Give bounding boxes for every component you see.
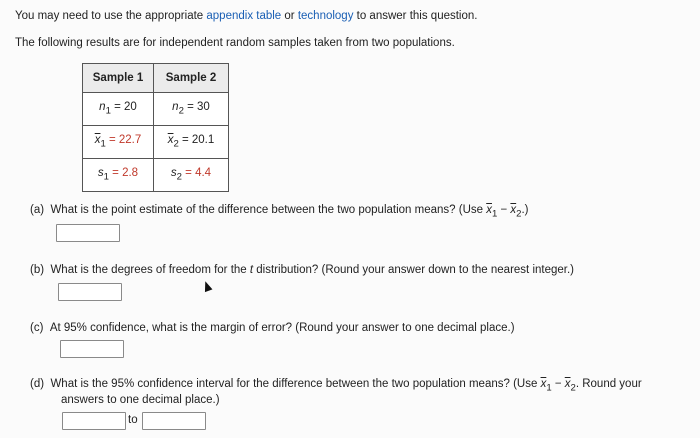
technology-link[interactable]: technology: [297, 10, 354, 22]
answer-d-lower-input[interactable]: [62, 412, 126, 430]
question-d-text: What is the 95% confidence interval for the difference between the two population means? (Use: [50, 378, 541, 390]
question-a: (a) What is the point estimate of the difference between the two population means? (Use $\overline{x}_1 - \overline{x}_2$.): [30, 204, 529, 220]
intro-line-1: [15, 10, 477, 22]
intro-line-2: The following results are for independent random samples taken from two populations.: [15, 37, 455, 49]
intro-text: to answer this question.: [353, 10, 478, 22]
cell-n2: $n_2 = 30$: [154, 93, 229, 126]
header-sample-2: Sample 2: [154, 64, 229, 93]
cell-xbar1: $\overline{x}_1 = 22.7$: [83, 126, 154, 159]
table-row: [83, 93, 229, 126]
table-row: [83, 126, 229, 159]
question-a-label: (a): [30, 204, 45, 216]
question-b: (b) What is the degrees of freedom for the t distribution? (Round your answer down to the nearest integer.): [30, 264, 574, 276]
question-c-text: At 95% confidence, what is the margin of error? (Round your answer to one decimal place.): [49, 322, 515, 334]
answer-d-upper-input[interactable]: [142, 412, 206, 430]
answer-b-input[interactable]: [58, 283, 122, 301]
intro-text: or: [281, 10, 298, 22]
answer-c-input[interactable]: [60, 340, 124, 358]
sample-results-table: [82, 63, 229, 192]
appendix-table-link[interactable]: appendix table: [206, 10, 282, 22]
question-d: (d) What is the 95% confidence interval for the difference between the two population means? (Use $\overline{x}_1 - \overline{x}_2$. Round your: [30, 378, 642, 394]
table-header-row: [83, 64, 229, 93]
question-c: [30, 322, 515, 334]
question-d-line-2: answers to one decimal place.): [61, 394, 220, 406]
header-sample-1: Sample 1: [83, 64, 154, 93]
mouse-cursor-icon: [202, 280, 213, 292]
cell-s1: $s_1 = 2.8$: [83, 159, 154, 192]
answer-a-input[interactable]: [56, 224, 120, 242]
question-c-label: (c): [30, 322, 44, 334]
table-row: [83, 159, 229, 192]
cell-s2: $s_2 = 4.4$: [154, 159, 229, 192]
to-label: to: [128, 414, 138, 426]
question-d-label: (d): [30, 378, 45, 390]
question-b-label: (b): [30, 264, 45, 276]
cell-n1: $n_1 = 20$: [83, 93, 154, 126]
cell-xbar2: $\overline{x}_2 = 20.1$: [154, 126, 229, 159]
question-a-text: What is the point estimate of the difference between the two population means? (Use: [50, 204, 487, 216]
intro-text: You may need to use the appropriate: [15, 10, 207, 22]
